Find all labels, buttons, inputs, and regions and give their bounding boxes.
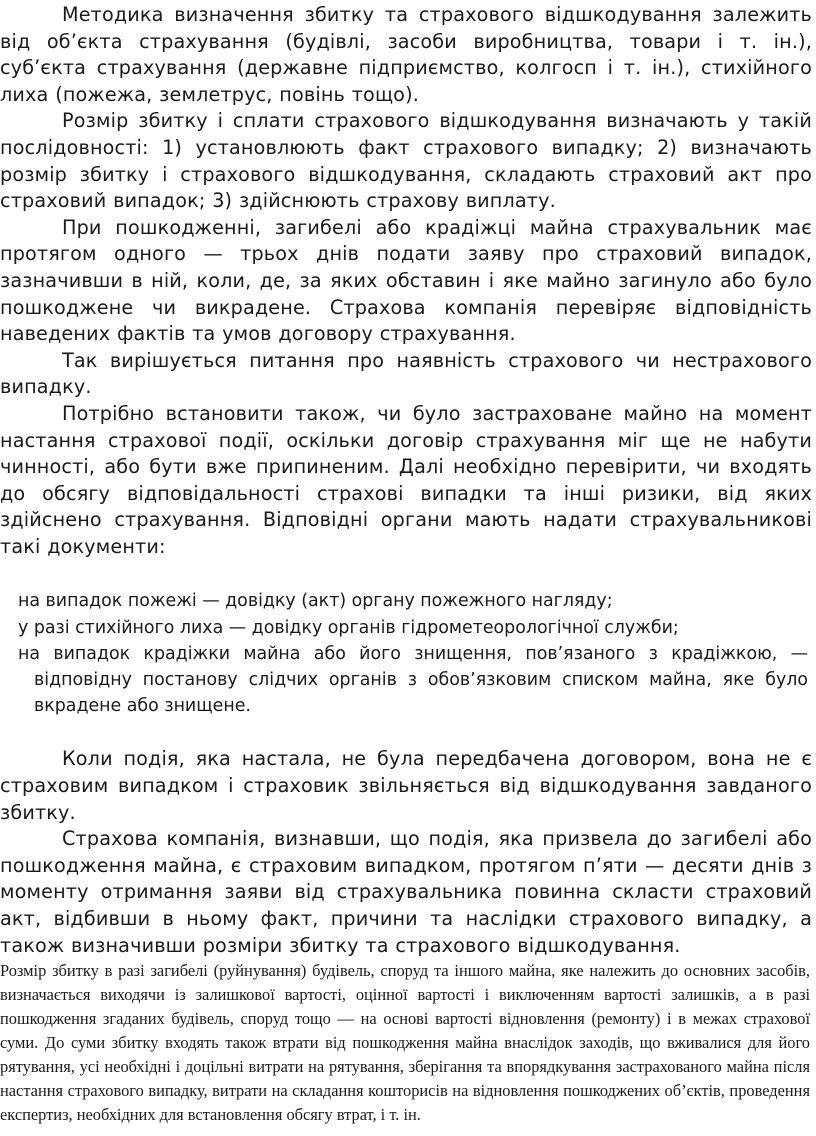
paragraph-documents-intro: Потрібно встановити також, чи було застраховане майно на момент настання страхової події, оскільки договір страхування міг ще не набути чинності, або бути вже припиненим. Далі необхідно перевірити, чи входять до обсягу відповідальності страхові випадки та інші ризики, від яких здійснено страхування. Відповідні органи мають надати страхувальникові такі документи: — [0, 401, 812, 558]
list-item: у разі стихійного лиха — довідку органів гідрометеорологічної служби; — [18, 617, 679, 638]
paragraph-damage-calculation: Розмір збитку в разі загибелі (руйнування) будівель, споруд та іншого майна, яке належить до основних засобів, визначається виходячи із залишкової вартості, оцінної вартості і виключенням вартості залишків, а в разі пошкодження згаданих будівель, споруд тощо — на основі вартості відновлення (ремонту) і в межах страхової суми. До суми збитку входять також втрати від пошкодження майна внаслідок заходів, що вживалися для його рятування, усі необхідні і доцільні витрати на рятування, зберігання та впорядкування застрахованого майна після настання страхового випадку, витрати на складання кошторисів на відновлення пошкоджених об’єктів, проведення експертиз, необхідних для встановлення обсягу втрат, і т. ін. — [0, 961, 810, 1124]
paragraph-insured-event: Так вирішується питання про наявність страхового чи нестрахового випадку. — [0, 348, 812, 399]
paragraph-not-insured-event: Коли подія, яка настала, не була передбачена договором, вона не є страховим випадком і страховик звільняється від відшкодування завданого збитку. — [0, 747, 812, 824]
paragraph-damage-report: При пошкодженні, загибелі або крадіжці майна страхувальник має протягом одного — трьох днів подати заяву про страховий випадок, зазначивши в ній, коли, де, за яких обставин і яке майно загинуло або було пошкоджене чи викрадене. Страхова компанія перевіряє відповідність наведених фактів та умов договору страхування. — [0, 215, 812, 346]
documents-list — [0, 588, 812, 719]
list-item: на випадок крадіжки майна або його знищення, пов’язаного з крадіжкою, — відповідну постанову слідчих органів з обов’язковим списком майна, яке було вкрадене або знищене. — [18, 643, 808, 717]
secondary-text-block — [0, 746, 812, 959]
spacer — [0, 719, 812, 746]
paragraph-methodology: Методика визначення збитку та страхового відшкодування залежить від об’єкта страхування (будівлі, засоби виробництва, товари і т. ін.), суб’єкта страхування (державне підприємство, колгосп і т. ін.), стихійного лиха (пожежа, землетрус, повінь тощо). — [0, 3, 812, 106]
paragraph-insurance-act: Страхова компанія, визнавши, що подія, яка призвела до загибелі або пошкодження майна, є страховим випадком, протягом п’яти — десяти днів з моменту отримання заяви від страхувальника повинна скласти страховий акт, відбивши в ньому факт, причини та наслідки страхового випадку, а також визначивши розміри збитку та страхового відшкодування. — [0, 827, 812, 957]
list-item: на випадок пожежі — довідку (акт) органу пожежного нагляду; — [18, 591, 613, 612]
paragraph-sequence: Розмір збитку і сплати страхового відшкодування визначають у такій послідовності: 1) установлюють факт страхового випадку; 2) визначають розмір збитку і страхового відшкодування, складають страховий акт про страховий випадок; 3) здійснюють страхову виплату. — [0, 109, 812, 213]
main-text-block — [0, 2, 812, 560]
